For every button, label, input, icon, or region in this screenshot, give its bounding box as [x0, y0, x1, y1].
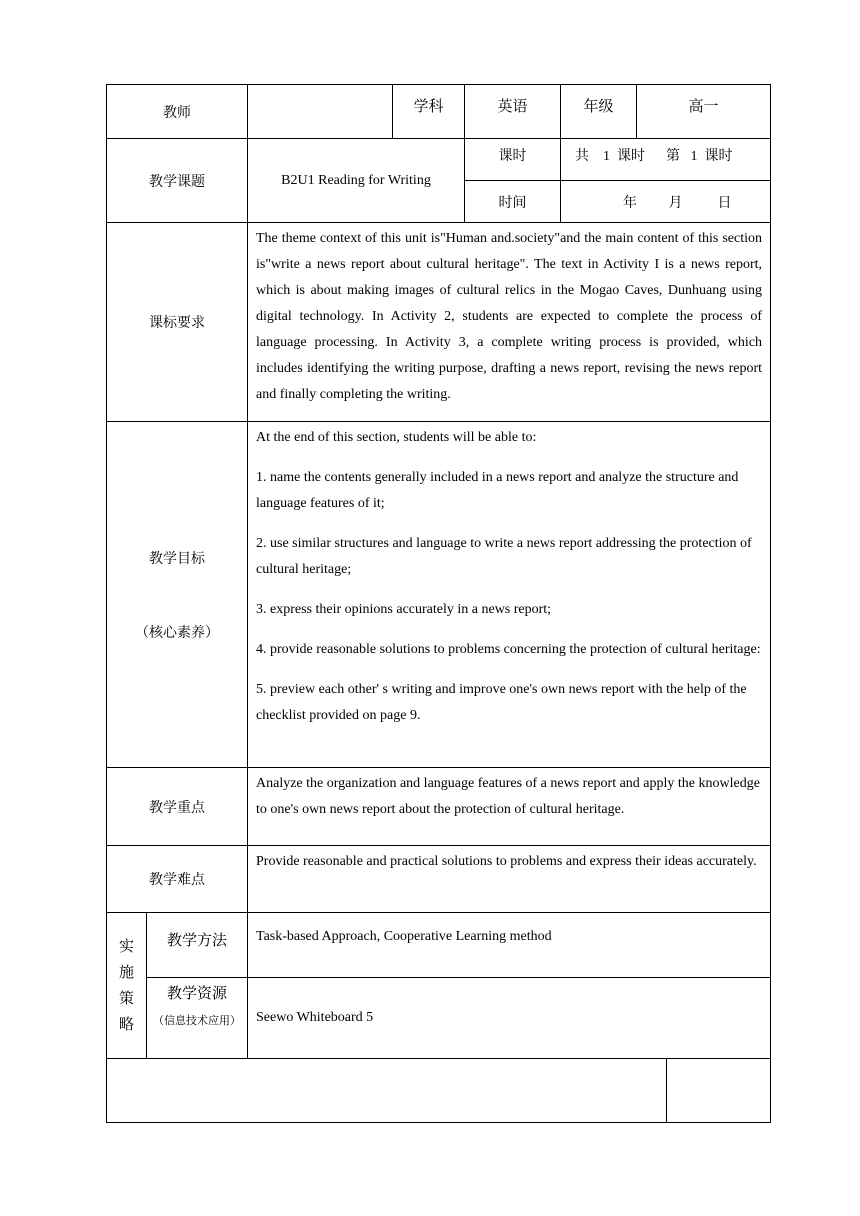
empty-cell-narrow	[667, 1059, 771, 1123]
topic-row	[107, 139, 771, 181]
teacher-value	[248, 85, 393, 139]
topic-label: 教学课题	[107, 139, 248, 223]
empty-cell-wide	[107, 1059, 667, 1123]
lesson-plan-sheet	[106, 84, 770, 1123]
difficulties-text: Provide reasonable and practical solutions to problems and express their ideas accurately.	[256, 854, 757, 869]
resource-label: 教学资源	[166, 986, 227, 1002]
objectives-intro: At the end of this section, students will be able to:	[256, 430, 537, 445]
method-row	[107, 913, 771, 978]
teacher-label: 教师	[107, 85, 248, 139]
period-value: 共 1 课时 第 1 课时	[561, 139, 771, 181]
objective-item: 3. express their opinions accurately in a news report;	[256, 602, 552, 617]
objective-item: 4. provide reasonable solutions to problems concerning the protection of cultural heritage:	[256, 642, 761, 657]
objectives-sublabel: （核心素养）	[135, 625, 219, 641]
method-value: Task-based Approach, Cooperative Learning method	[248, 913, 771, 978]
standards-label: 课标要求	[107, 223, 248, 422]
objective-item: 2. use similar structures and language to write a news report addressing the protection of cultural heritage;	[256, 536, 752, 577]
method-label: 教学方法	[147, 913, 248, 978]
key-points-label: 教学重点	[107, 768, 248, 846]
objectives-row	[107, 422, 771, 768]
empty-row	[107, 1059, 771, 1123]
grade-value: 高一	[637, 85, 771, 139]
topic-value: B2U1 Reading for Writing	[248, 139, 465, 223]
difficulties-label: 教学难点	[107, 846, 248, 913]
key-points-text: Analyze the organization and language features of a news report and apply the knowledge to one's own news report about the protection of cultural heritage.	[256, 776, 760, 817]
time-label: 时间	[465, 181, 561, 223]
grade-label: 年级	[561, 85, 637, 139]
objective-item: 1. name the contents generally included in a news report and analyze the structure and language features of it;	[256, 470, 739, 511]
objectives-label: 教学目标	[149, 551, 205, 567]
period-label: 课时	[465, 139, 561, 181]
resource-value: Seewo Whiteboard 5	[248, 978, 771, 1059]
standards-row	[107, 223, 771, 422]
time-value: 年 月 日	[561, 181, 771, 223]
subject-value: 英语	[465, 85, 561, 139]
resource-row	[107, 978, 771, 1059]
header-row	[107, 85, 771, 139]
objective-item: 5. preview each other' s writing and improve one's own news report with the help of the checklist provided on page 9.	[256, 682, 747, 723]
key-points-row	[107, 768, 771, 846]
resource-sublabel: （信息技术应用）	[153, 1015, 241, 1027]
strategy-label: 实施策略	[118, 938, 134, 1033]
lesson-plan-table	[106, 84, 771, 1123]
standards-text: The theme context of this unit is"Human and.society"and the main content of this section is"write a news report about cultural heritage". The text in Activity I is a news report, which is about making images of cultural relics in the Mogao Caves, Dunhuang using digital technology. In Activity 2, students are expected to complete the process of language processing. In Activity 3, a complete writing process is provided, which includes identifying the writing purpose, drafting a news report, revising the news report and finally completing the writing.	[256, 231, 763, 402]
difficulties-row	[107, 846, 771, 913]
subject-label: 学科	[393, 85, 465, 139]
